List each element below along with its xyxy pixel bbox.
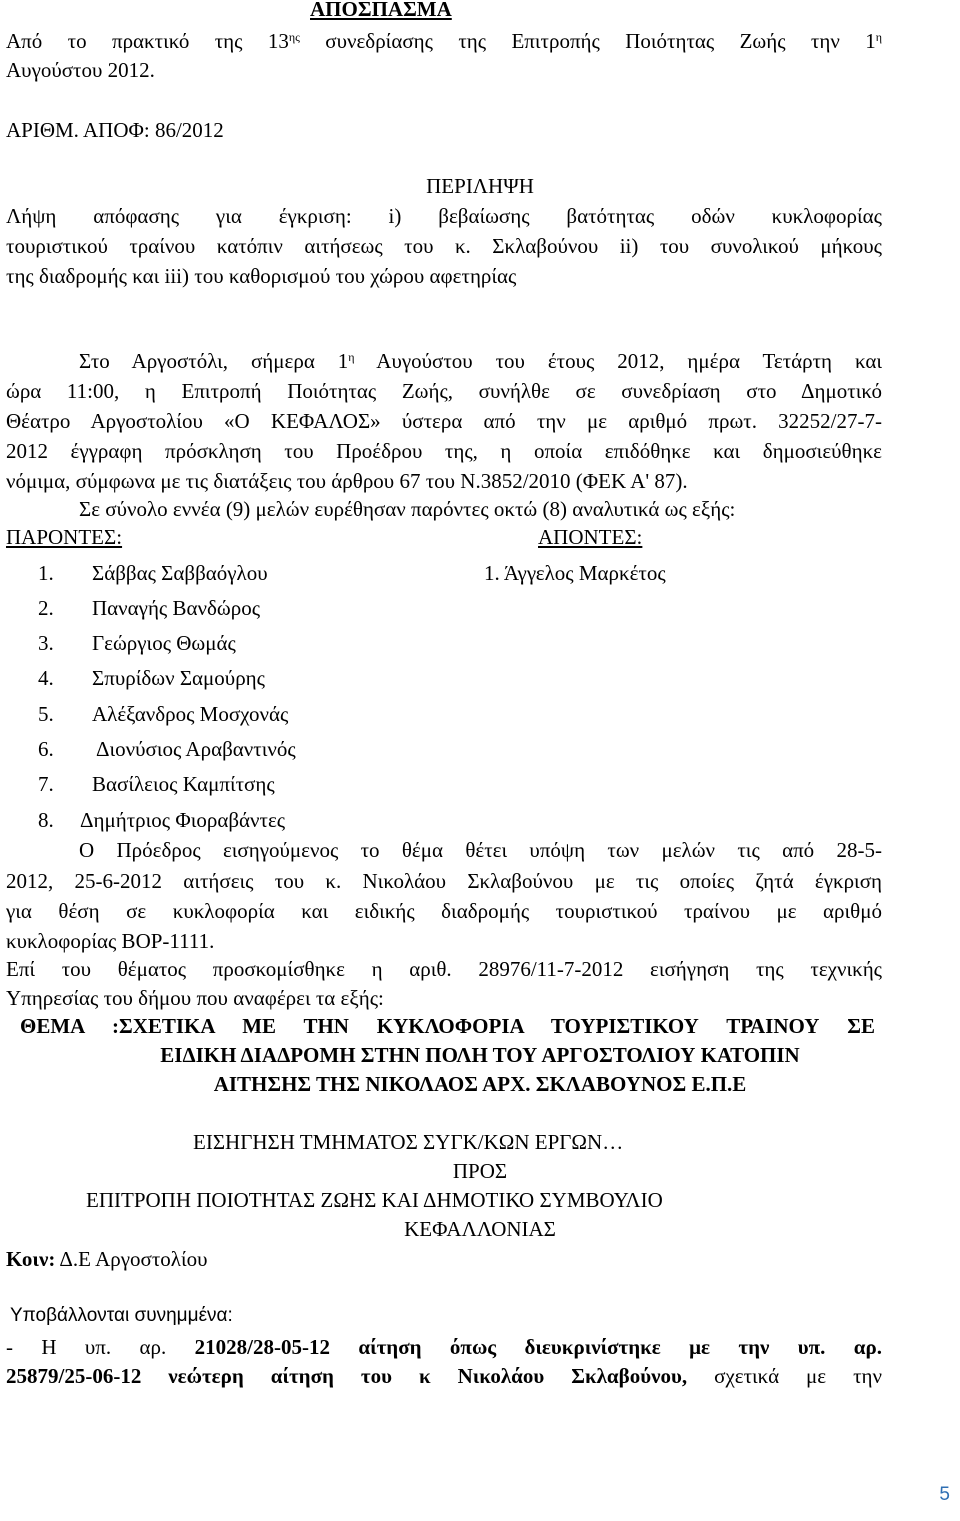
body-p1-line-1: Ο Πρόεδρος εισηγούμενος το θέμα θέτει υπόψη των μελών τις από 28-5- — [79, 838, 882, 862]
minutes-reference-line2: Αυγούστου 2012. — [6, 58, 155, 82]
minutes-text-b: συνεδρίασης της Επιτροπής Ποιότητας Ζωής την 1 — [325, 29, 876, 53]
subject-line-2: ΕΙΔΙΚΗ ΔΙΑΔΡΟΜΗ ΣΤΗΝ ΠΟΛΗ ΤΟΥ ΑΡΓΟΣΤΟΛΙΟΥ ΚΑΤΟΠΙΝ — [160, 1043, 800, 1067]
list-item: 5. — [38, 702, 54, 726]
body-p2-line-2: Υπηρεσίας του δήμου που αναφέρει τα εξής: — [6, 986, 384, 1010]
intro-line-2: ώρα 11:00, η Επιτροπή Ποιότητας Ζωής, συνήλθε σε συνεδρίαση στο Δημοτικό — [6, 379, 882, 403]
intro-line-1 — [79, 348, 882, 374]
list-item-name: Σπυρίδων Σαμούρης — [92, 666, 265, 690]
subject-line-1: ΘΕΜΑ :ΣΧΕΤΙΚΑ ΜΕ ΤΗΝ ΚΥΚΛΟΦΟΡΙΑ ΤΟΥΡΙΣΤΙΚΟΥ ΤΡΑΙΝΟΥ ΣΕ — [20, 1014, 875, 1038]
intro-line-6: Σε σύνολο εννέα (9) μελών ευρέθησαν παρόντες οκτώ (8) αναλυτικά ως εξής: — [79, 497, 736, 521]
attachment-tail: σχετικά με την — [714, 1364, 882, 1388]
intro-text-a: Στο Αργοστόλι, σήμερα 1 — [79, 349, 349, 373]
body-p1-line-3: για θέση σε κυκλοφορία και ειδικής διαδρομής τουριστικού τραίνου με αριθμό — [6, 899, 882, 923]
minutes-reference — [6, 28, 882, 54]
list-item-name: Παναγής Βανδώρος — [92, 596, 261, 620]
minutes-sup-1: ης — [288, 30, 300, 44]
list-item: 1. — [38, 561, 54, 585]
minutes-sup-2: η — [875, 30, 883, 44]
present-label: ΠΑΡΟΝΤΕΣ: — [6, 525, 123, 549]
page-number: 5 — [939, 1484, 950, 1505]
intro-line-3: Θέατρο Αργοστολίου «Ο ΚΕΦΑΛΟΣ» ύστερα από την με αριθμό πρωτ. 32252/27-7- — [6, 409, 882, 433]
cc-label: Κοιν: — [6, 1247, 56, 1271]
list-item-name: Βασίλειος Καμπίτσης — [92, 772, 275, 796]
list-item-name: Διονύσιος Αραβαντινός — [96, 737, 296, 761]
cc-value: Δ.Ε Αργοστολίου — [59, 1247, 208, 1271]
decision-number: ΑΡΙΘΜ. ΑΠΟΦ: 86/2012 — [6, 118, 224, 142]
attachments-line-2 — [6, 1363, 882, 1389]
list-item: 2. — [38, 596, 54, 620]
body-p1-line-4: κυκλοφορίας ΒΟΡ-1111. — [6, 929, 215, 953]
attachments-line-1 — [6, 1334, 882, 1360]
address-line-2: ΠΡΟΣ — [452, 1159, 508, 1183]
list-item-name: Σάββας Σαββαόγλου — [92, 561, 268, 585]
list-item: 6. — [38, 737, 54, 761]
list-item: 7. — [38, 772, 54, 796]
intro-text-b: Αυγούστου του έτους 2012, ημέρα Τετάρτη και — [376, 349, 882, 373]
intro-line-4: 2012 έγγραφη πρόσκληση του Προέδρου της, η οποία επιδόθηκε και δημοσιεύθηκε — [6, 439, 882, 463]
summary-heading: ΠΕΡΙΛΗΨΗ — [426, 174, 534, 198]
summary-line-2: τουριστικού τραίνου κατόπιν αιτήσεως του κ. Σκλαβούνου ii) του συνολικού μήκους — [6, 234, 882, 258]
body-p2-line-1: Επί του θέματος προσκομίσθηκε η αριθ. 28976/11-7-2012 εισήγηση της τεχνικής — [6, 957, 882, 981]
summary-line-1: Λήψη απόφασης για έγκριση: i) βεβαίωσης βατότητας οδών κυκλοφορίας — [6, 204, 882, 228]
list-item: 3. — [38, 631, 54, 655]
attachments-heading: Υποβάλλονται συνημμένα: — [10, 1305, 233, 1326]
address-line-3: ΕΠΙΤΡΟΠΗ ΠΟΙΟΤΗΤΑΣ ΖΩΗΣ ΚΑΙ ΔΗΜΟΤΙΚΟ ΣΥΜΒΟΥΛΙΟ — [86, 1188, 663, 1212]
absent-list-item: 1. Άγγελος Μαρκέτος — [484, 561, 666, 585]
list-item: 8. — [38, 808, 54, 832]
intro-line-5: νόμιμα, σύμφωνα με τις διατάξεις του άρθρου 67 του Ν.3852/2010 (ΦΕΚ Α' 87). — [6, 469, 688, 493]
attachment-prefix: - Η υπ. αρ. — [6, 1335, 167, 1359]
address-line-1: ΕΙΣΗΓΗΣΗ ΤΜΗΜΑΤΟΣ ΣΥΓΚ/ΚΩΝ ΕΡΓΩΝ… — [193, 1130, 624, 1154]
summary-line-3: της διαδρομής και iii) του καθορισμού του χώρου αφετηρίας — [6, 264, 517, 288]
minutes-text-a: Από το πρακτικό της 13 — [6, 29, 289, 53]
list-item-name: Γεώργιος Θωμάς — [92, 631, 236, 655]
cc-line — [6, 1246, 208, 1272]
list-item: 4. — [38, 666, 54, 690]
intro-sup: η — [348, 350, 355, 364]
subject-line-3: ΑΙΤΗΣΗΣ ΤΗΣ ΝΙΚΟΛΑΟΣ ΑΡΧ. ΣΚΛΑΒΟΥΝΟΣ Ε.Π.Ε — [213, 1072, 747, 1096]
document-title: ΑΠΟΣΠΑΣΜΑ — [310, 0, 452, 21]
attachment-ref-2: 25879/25-06-12 νεώτερη αίτηση του κ Νικολάου Σκλαβούνου, — [6, 1364, 688, 1388]
address-line-4: ΚΕΦΑΛΛΟΝΙΑΣ — [404, 1217, 556, 1241]
absent-label: ΑΠΟΝΤΕΣ: — [538, 525, 643, 549]
list-item-name: Αλέξανδρος Μοσχονάς — [92, 702, 289, 726]
attachment-ref-1: 21028/28-05-12 αίτηση όπως διευκρινίστηκε με την υπ. αρ. — [194, 1335, 883, 1359]
body-p1-line-2: 2012, 25-6-2012 αιτήσεις του κ. Νικολάου Σκλαβούνου με τις οποίες ζητά έγκριση — [6, 869, 882, 893]
list-item-name: Δημήτριος Φιοραβάντες — [80, 808, 286, 832]
